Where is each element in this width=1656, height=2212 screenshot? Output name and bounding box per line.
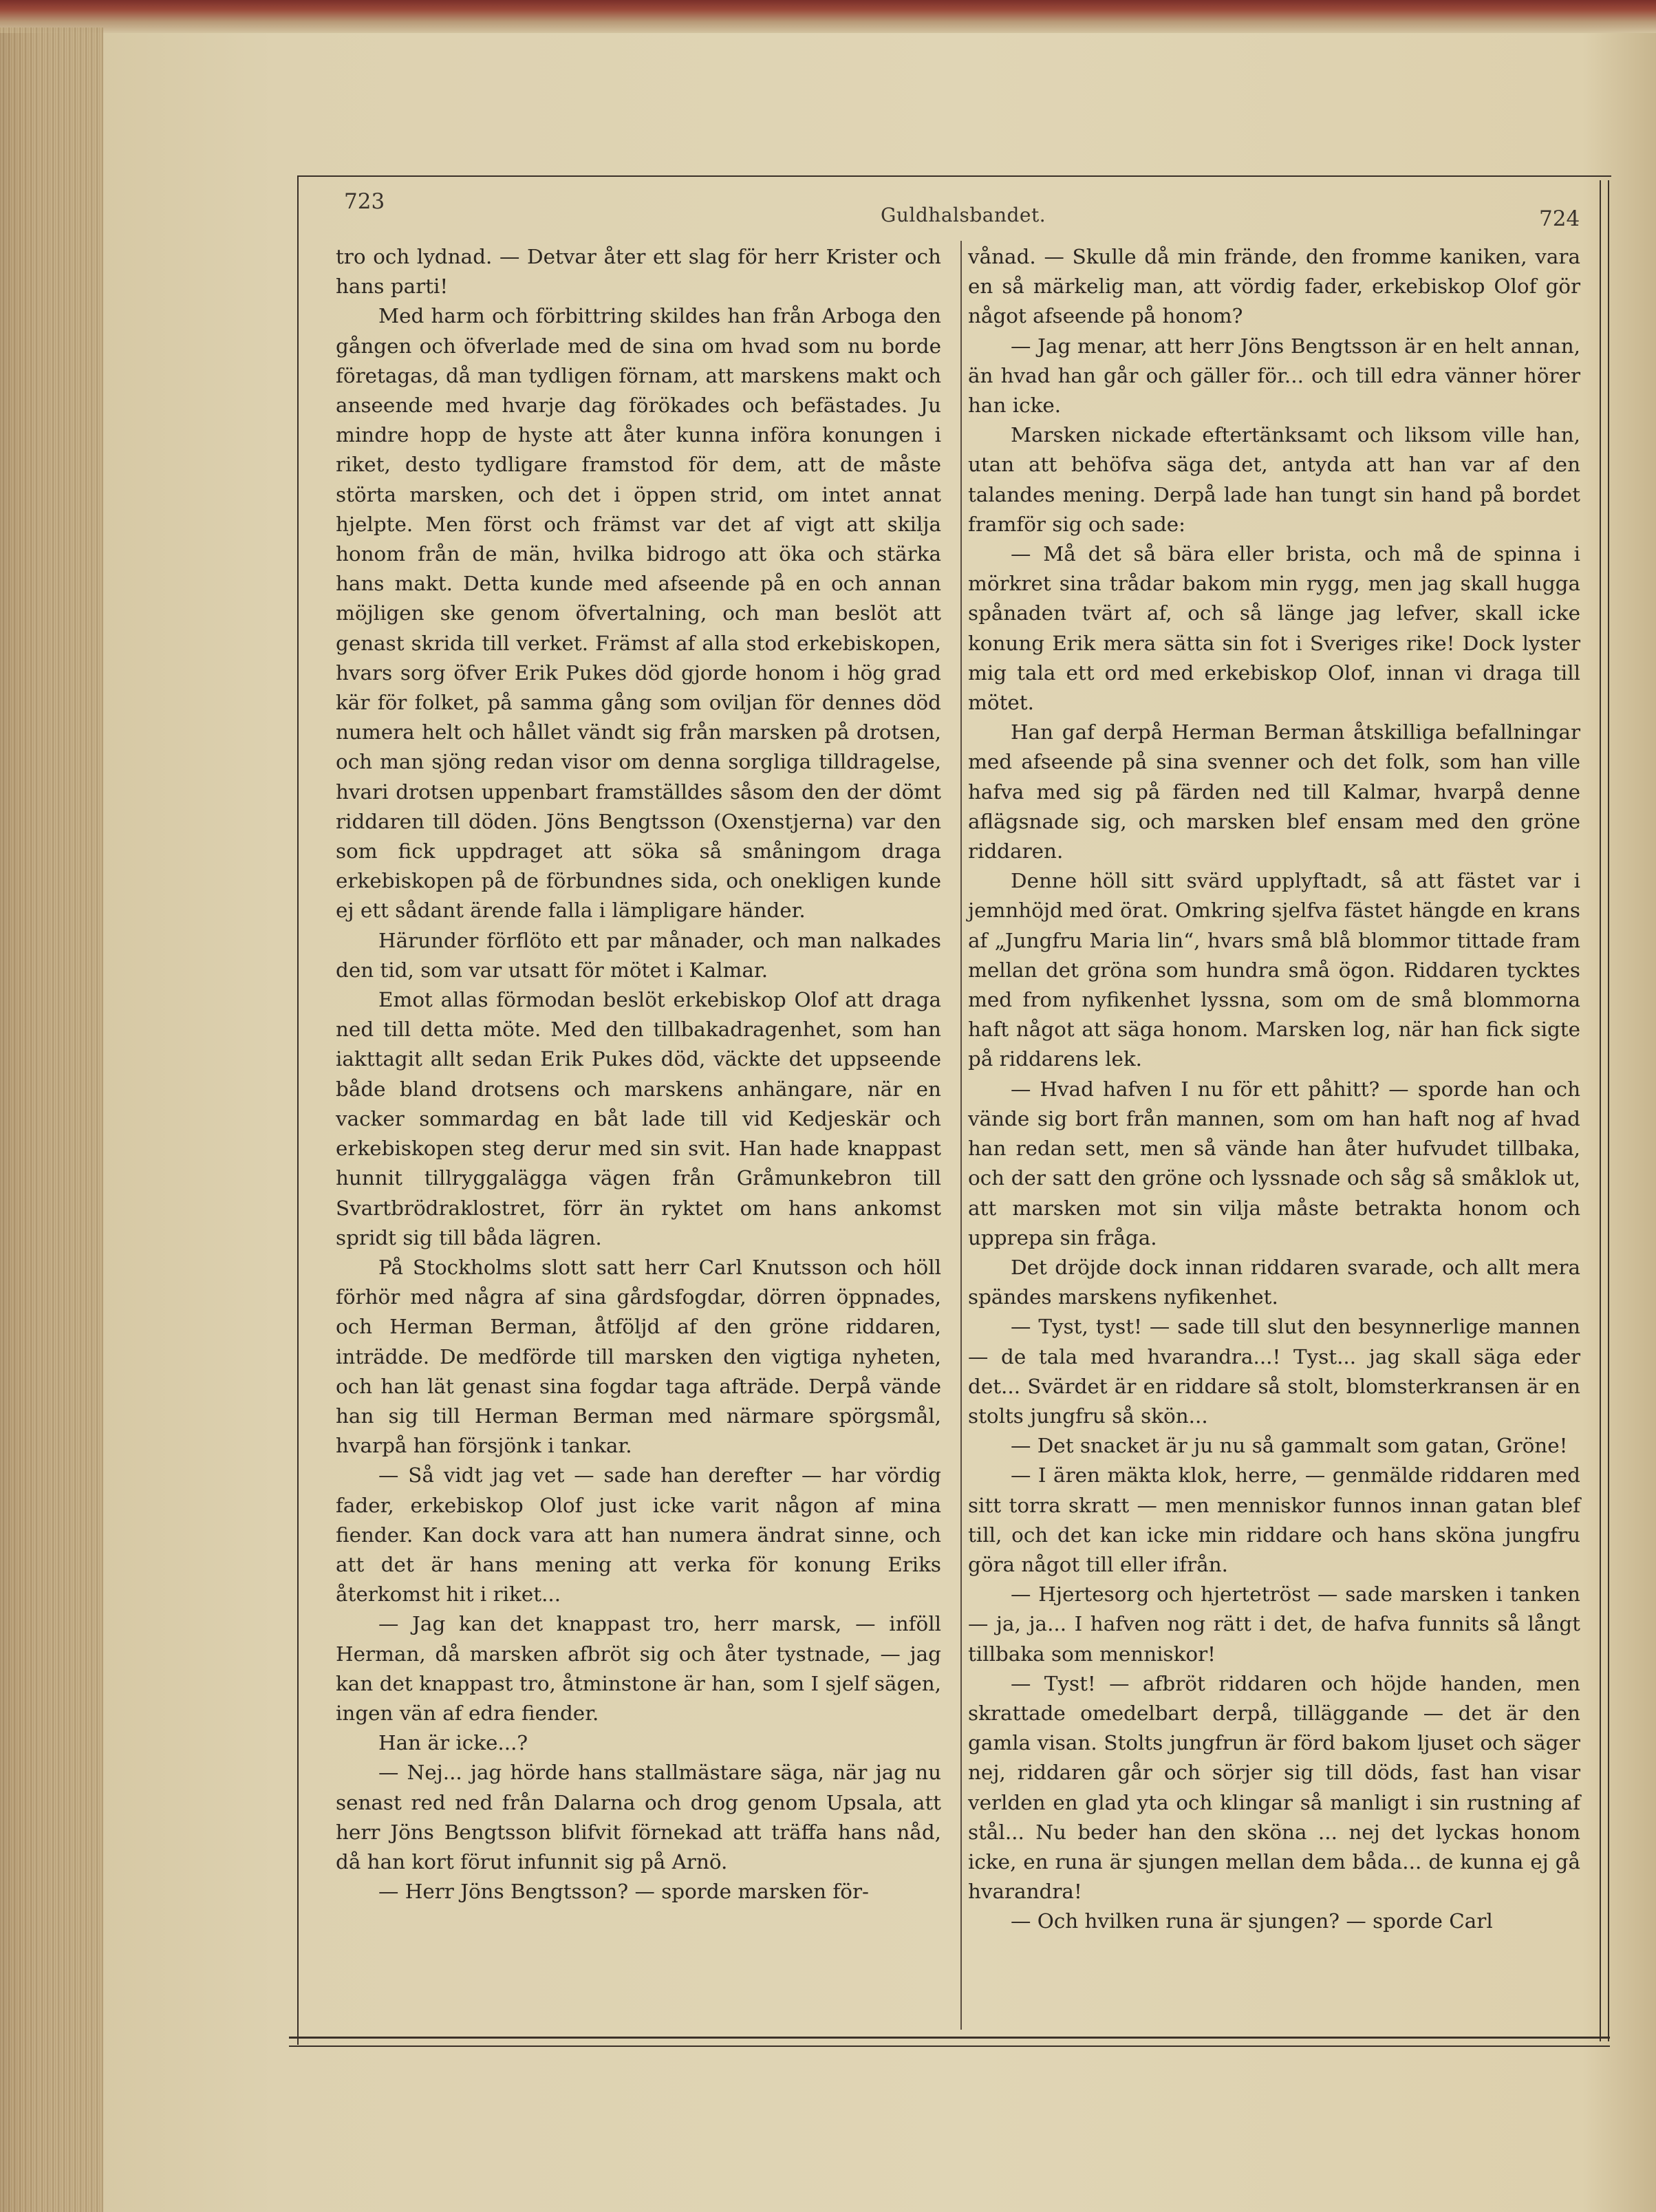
paragraph: — I ären mäkta klok, herre, — genmälde riddaren med sitt torra skratt — men menniskor funnos innan gatan blef till, och det kan icke min riddare och hans sköna jungfru göra något till eller ifrån. <box>968 1463 1580 1576</box>
paragraph: — Det snacket är ju nu så gammalt som gatan, Gröne! <box>1011 1434 1568 1458</box>
paragraph: vånad. — Skulle då min frände, den fromme kaniken, vara en så märkelig man, att vördig fader, erkebiskop Olof gör något afseende på honom? <box>968 245 1580 328</box>
paragraph: Det dröjde dock innan riddaren svarade, och allt mera spändes marskens nyfikenhet. <box>968 1255 1580 1309</box>
paragraph: Härunder förflöto ett par månader, och man nalkades den tid, som var utsatt för mötet i Kalmar. <box>336 928 941 982</box>
paragraph: tro och lydnad. — Detvar åter ett slag för herr Krister och hans parti! <box>336 245 941 299</box>
paragraph: Han gaf derpå Herman Berman åtskilliga befallningar med afseende på sina svenner och det folk, som han ville hafva med sig på färden ned till Kalmar, hvarpå denne aflägsnade sig, och marsken blef ensam med den gröne riddaren. <box>968 720 1580 863</box>
running-title: Guldhalsbandet. <box>881 204 1046 226</box>
paragraph: — Så vidt jag vet — sade han derefter — har vördig fader, erkebiskop Olof just icke varit någon af mina fiender. Kan dock vara att han numera ändrat sinne, och att det är hans mening att verka för konung Eriks återkomst hit i riket... <box>336 1463 941 1607</box>
page-number-left: 723 <box>344 189 385 214</box>
paragraph: — Hjertesorg och hjertetröst — sade marsken i tanken — ja, ja... I hafven nog rätt i det, de hafva funnits så långt tillbaka som menniskor! <box>968 1582 1580 1666</box>
book-top-edge <box>0 0 1656 33</box>
paragraph: Han är icke...? <box>378 1731 528 1755</box>
page-frame-right-rule <box>1600 180 1609 2041</box>
page-number-right: 724 <box>1539 206 1580 231</box>
paragraph: — Jag kan det knappast tro, herr marsk, — inföll Herman, då marsken afbröt sig och åter tystnade, — jag kan det knappast tro, åtminstone är han, som I sjelf sägen, ingen vän af edra fiender. <box>336 1612 941 1725</box>
right-text-column <box>968 242 1580 1937</box>
paragraph: Denne höll sitt svärd upplyftadt, så att fästet var i jemnhöjd med örat. Omkring sjelfva fästet hängde en krans af „Jungfru Maria lin“, hvars små blå blommor tittade fram mellan det gröna som hundra små ögon. Riddaren tycktes med from nyfikenhet lyssna, som om de små blommorna haft något att säga honom. Marsken log, när han fick sigte på riddarens lek. <box>968 869 1580 1071</box>
paragraph: — Tyst! — afbröt riddaren och höjde handen, men skrattade omedelbart derpå, tilläggande — det är den gamla visan. Stolts jungfrun är förd bakom ljuset och säger nej, riddaren går och sörjer sig till döds, fast han visar verlden en glad yta och klingar så manligt i sin rustning af stål... Nu beder han den sköna ... nej det lyckas honom icke, en runa är sjungen mellan dem båda... de kunna ej gå hvarandra! <box>968 1671 1580 1904</box>
paragraph: — Må det så bära eller brista, och må de spinna i mörkret sina trådar bakom min rygg, men jag skall hugga spånaden tvärt af, och så länge jag lefver, skall icke konung Erik mera sätta sin fot i Sveriges rike! Dock lyster mig tala ett ord med erkebiskop Olof, innan vi draga till mötet. <box>968 542 1580 715</box>
paragraph: — Och hvilken runa är sjungen? — sporde Carl <box>1011 1909 1493 1933</box>
paragraph: Med harm och förbittring skildes han från Arboga den gången och öfverlade med de sina om hvad som nu borde företagas, då man tydligen förnam, att marskens makt och anseende med hvarje dag förökades och befästades. Ju mindre hopp de hyste att åter kunna införa konungen i riket, desto tydligare framstod för dem, att de måste störta marsken, och det i öppen strid, om intet annat hjelpte. Men först och främst var det af vigt att skilja honom från de män, hvilka bidrogo att öka och stärka hans makt. Detta kunde med afseende på en och annan möjligen ske genom öfvertalning, och man beslöt att genast skrida till verket. Främst af alla stod erkebiskopen, hvars sorg öfver Erik Pukes död gjorde honom i hög grad kär för folket, på samma gång som oviljan för dennes död numera helt och hållet vändt sig från marsken på drotsen, och man sjöng redan visor om denna sorgliga tilldragelse, hvari drotsen uppenbart framställdes såsom den der dömt riddaren till döden. Jöns Bengtsson (Oxenstjerna) var den som fick uppdraget att söka så småningom draga erkebiskopen på de förbundnes sida, och onekligen kunde ej ett sådant ärende falla i lämpligare händer. <box>336 304 941 923</box>
left-text-column <box>336 242 941 1907</box>
column-divider <box>960 241 962 2030</box>
book-page-edges <box>0 28 103 2212</box>
page-frame-bottom-rule <box>289 2037 1610 2047</box>
paragraph: — Tyst, tyst! — sade till slut den besynnerlige mannen — de tala med hvarandra...! Tyst... jag skall säga eder det... Svärdet är en riddare så stolt, blomsterkransen är en stolts jungfru så skön... <box>968 1315 1580 1428</box>
paragraph: — Herr Jöns Bengtsson? — sporde marsken för- <box>378 1880 869 1904</box>
paragraph: — Jag menar, att herr Jöns Bengtsson är en helt annan, än hvad han går och gäller för... och till edra vänner hörer han icke. <box>968 334 1580 418</box>
paragraph: — Nej... jag hörde hans stallmästare säga, när jag nu senast red ned från Dalarna och drog genom Upsala, att herr Jöns Bengtsson blifvit förnekad att träffa hans nåd, då han kort förut infunnit sig på Arnö. <box>336 1761 941 1873</box>
paragraph: — Hvad hafven I nu för ett påhitt? — sporde han och vände sig bort från mannen, som om han haft nog af hvad han redan sett, men så vände han åter hufvudet tillbaka, och der satt den gröne och lyssnade och såg så småklok ut, att marsken mot sin vilja måste betrakta honom och upprepa sin fråga. <box>968 1077 1580 1249</box>
paragraph: Emot allas förmodan beslöt erkebiskop Olof att draga ned till detta möte. Med den tillbakadragenhet, som han iakttagit allt sedan Erik Pukes död, väckte det uppseende både bland drotsens och marskens anhängare, när en vacker sommardag en båt lade till vid Kedjeskär och erkebiskopen steg derur med sin svit. Han hade knappast hunnit tillryggalägga vägen från Gråmunkebron till Svartbrödraklostret, förr än ryktet om hans ankomst spridt sig till båda lägren. <box>336 988 941 1249</box>
paragraph: På Stockholms slott satt herr Carl Knutsson och höll förhör med några af sina gårdsfogdar, dörren öppnades, och Herman Berman, åtföljd af den gröne riddaren, inträdde. De medförde till marsken den vigtiga nyheten, och han lät genast sina fogdar taga afträde. Derpå vände han sig till Herman Berman med närmare spörgsmål, hvarpå han försjönk i tankar. <box>336 1255 941 1458</box>
paragraph: Marsken nickade eftertänksamt och liksom ville han, utan att behöfva säga det, antyda att han var af den talandes mening. Derpå lade han tungt sin hand på bordet framför sig och sade: <box>968 423 1580 536</box>
